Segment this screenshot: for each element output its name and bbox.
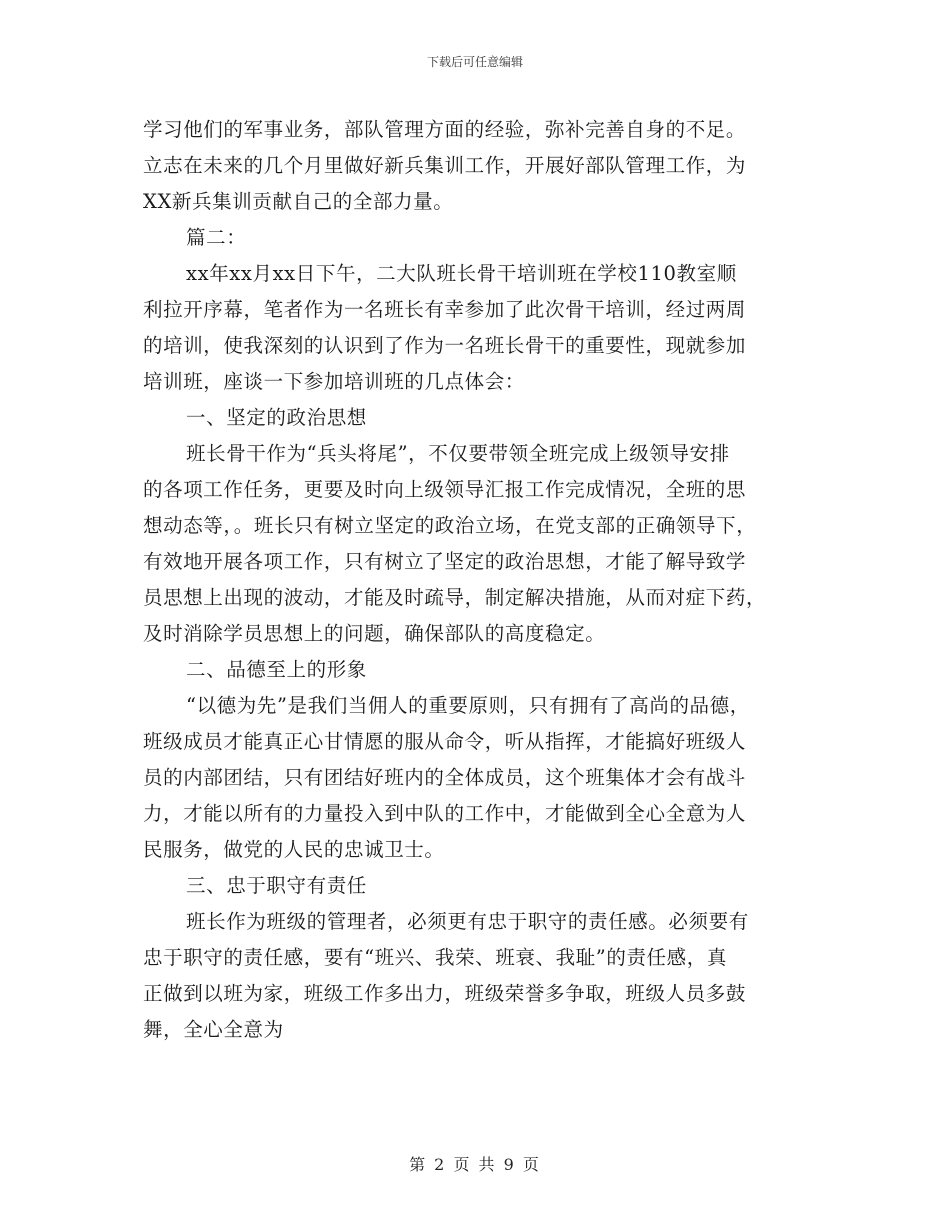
body-line: 利拉开序幕，笔者作为一名班长有幸参加了此次骨干培训，经过两周 <box>143 298 747 321</box>
body-line: xx年xx月xx日下午，二大队班长骨干培训班在学校110教室顺 <box>186 262 737 285</box>
body-line: 力，才能以所有的力量投入到中队的工作中，才能做到全心全意为人 <box>143 802 747 825</box>
body-line: 有效地开展各项工作，只有树立了坚定的政治思想，才能了解导致学 <box>143 550 747 573</box>
body-line: 班长作为班级的管理者，必须更有忠于职守的责任感。必须要有 <box>186 910 749 933</box>
body-line: “以德为先”是我们当佣人的重要原则，只有拥有了高尚的品德， <box>186 694 750 717</box>
body-line: 员思想上出现的波动，才能及时疏导，制定解决措施，从而对症下药， <box>143 586 767 609</box>
section-heading: 三、忠于职守有责任 <box>186 874 367 897</box>
section-heading: 二、品德至上的形象 <box>186 658 367 681</box>
body-line: 民服务，做党的人民的忠诚卫士。 <box>143 838 445 861</box>
body-line: XX新兵集训贡献自己的全部力量。 <box>143 190 454 213</box>
body-line: 立志在未来的几个月里做好新兵集训工作，开展好部队管理工作，为 <box>143 154 747 177</box>
body-line: 的各项工作任务，更要及时向上级领导汇报工作完成情况，全班的思 <box>143 478 747 501</box>
body-line: 班长骨干作为“兵头将尾”，不仅要带领全班完成上级领导安排 <box>186 442 730 465</box>
header-note: 下载后可任意编辑 <box>426 55 523 69</box>
body-line: 培训班，座谈一下参加培训班的几点体会： <box>143 370 525 393</box>
section-heading: 一、坚定的政治思想 <box>186 406 367 429</box>
body-line: 员的内部团结，只有团结好班内的全体成员，这个班集体才会有战斗 <box>143 766 747 789</box>
body-line: 忠于职守的责任感，要有“班兴、我荣、班衰、我耻”的责任感，真 <box>143 946 727 969</box>
body-line: 的培训，使我深刻的认识到了作为一名班长骨干的重要性，现就参加 <box>143 334 747 357</box>
body-line: 正做到以班为家，班级工作多出力，班级荣誉多争取，班级人员多鼓 <box>143 982 747 1005</box>
body-line: 班级成员才能真正心甘情愿的服从命令，听从指挥，才能搞好班级人 <box>143 730 747 753</box>
body-line: 学习他们的军事业务，部队管理方面的经验，弥补完善自身的不足。 <box>143 118 747 141</box>
body-line: 及时消除学员思想上的问题，确保部队的高度稳定。 <box>143 622 606 645</box>
section-title: 篇二： <box>186 226 247 249</box>
body-line: 想动态等，。班长只有树立坚定的政治立场，在党支部的正确领导下， <box>143 514 757 537</box>
body-line: 舞，全心全意为 <box>143 1018 284 1041</box>
page-number: 第 2 页 共 9 页 <box>409 1155 541 1174</box>
document-body <box>143 112 811 1048</box>
